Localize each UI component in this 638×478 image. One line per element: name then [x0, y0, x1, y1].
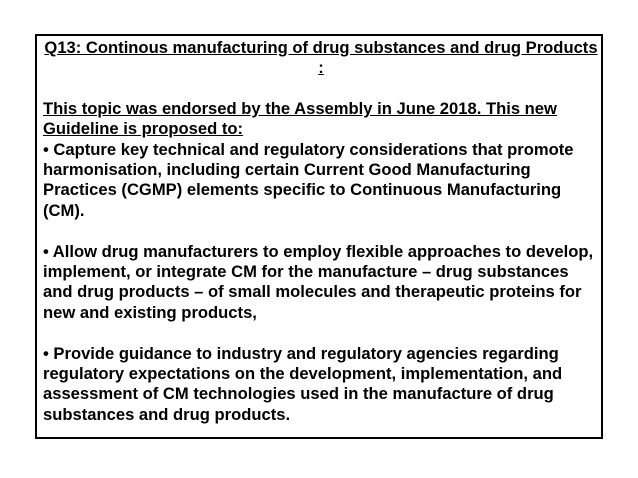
intro-text: This topic was endorsed by the Assembly in June 2018. This new Guideline is proposed to: [43, 98, 557, 139]
paragraph-spacer [43, 221, 599, 241]
bullet-item-allow: • Allow drug manufacturers to employ flexible approaches to develop, implement, or integrate CM for the manufacture – drug substances and drug products – of small molecules and therapeutic proteins for new and existing products, [43, 241, 594, 322]
bullet-item-provide: • Provide guidance to industry and regulatory agencies regarding regulatory expectations on the development, implementation, and assessment of CM technologies used in the manufacture of drug substances and drug products. [43, 343, 563, 424]
bullet-item-capture: • Capture key technical and regulatory considerations that promote harmonisation, including certain Current Good Manufacturing Practices (CGMP) elements specific to Continuous Manufacturing (CM). [43, 139, 574, 220]
slide-content [43, 38, 599, 425]
slide-title: Q13: Continous manufacturing of drug substances and drug Products : [44, 38, 598, 78]
paragraph-spacer [43, 323, 599, 343]
